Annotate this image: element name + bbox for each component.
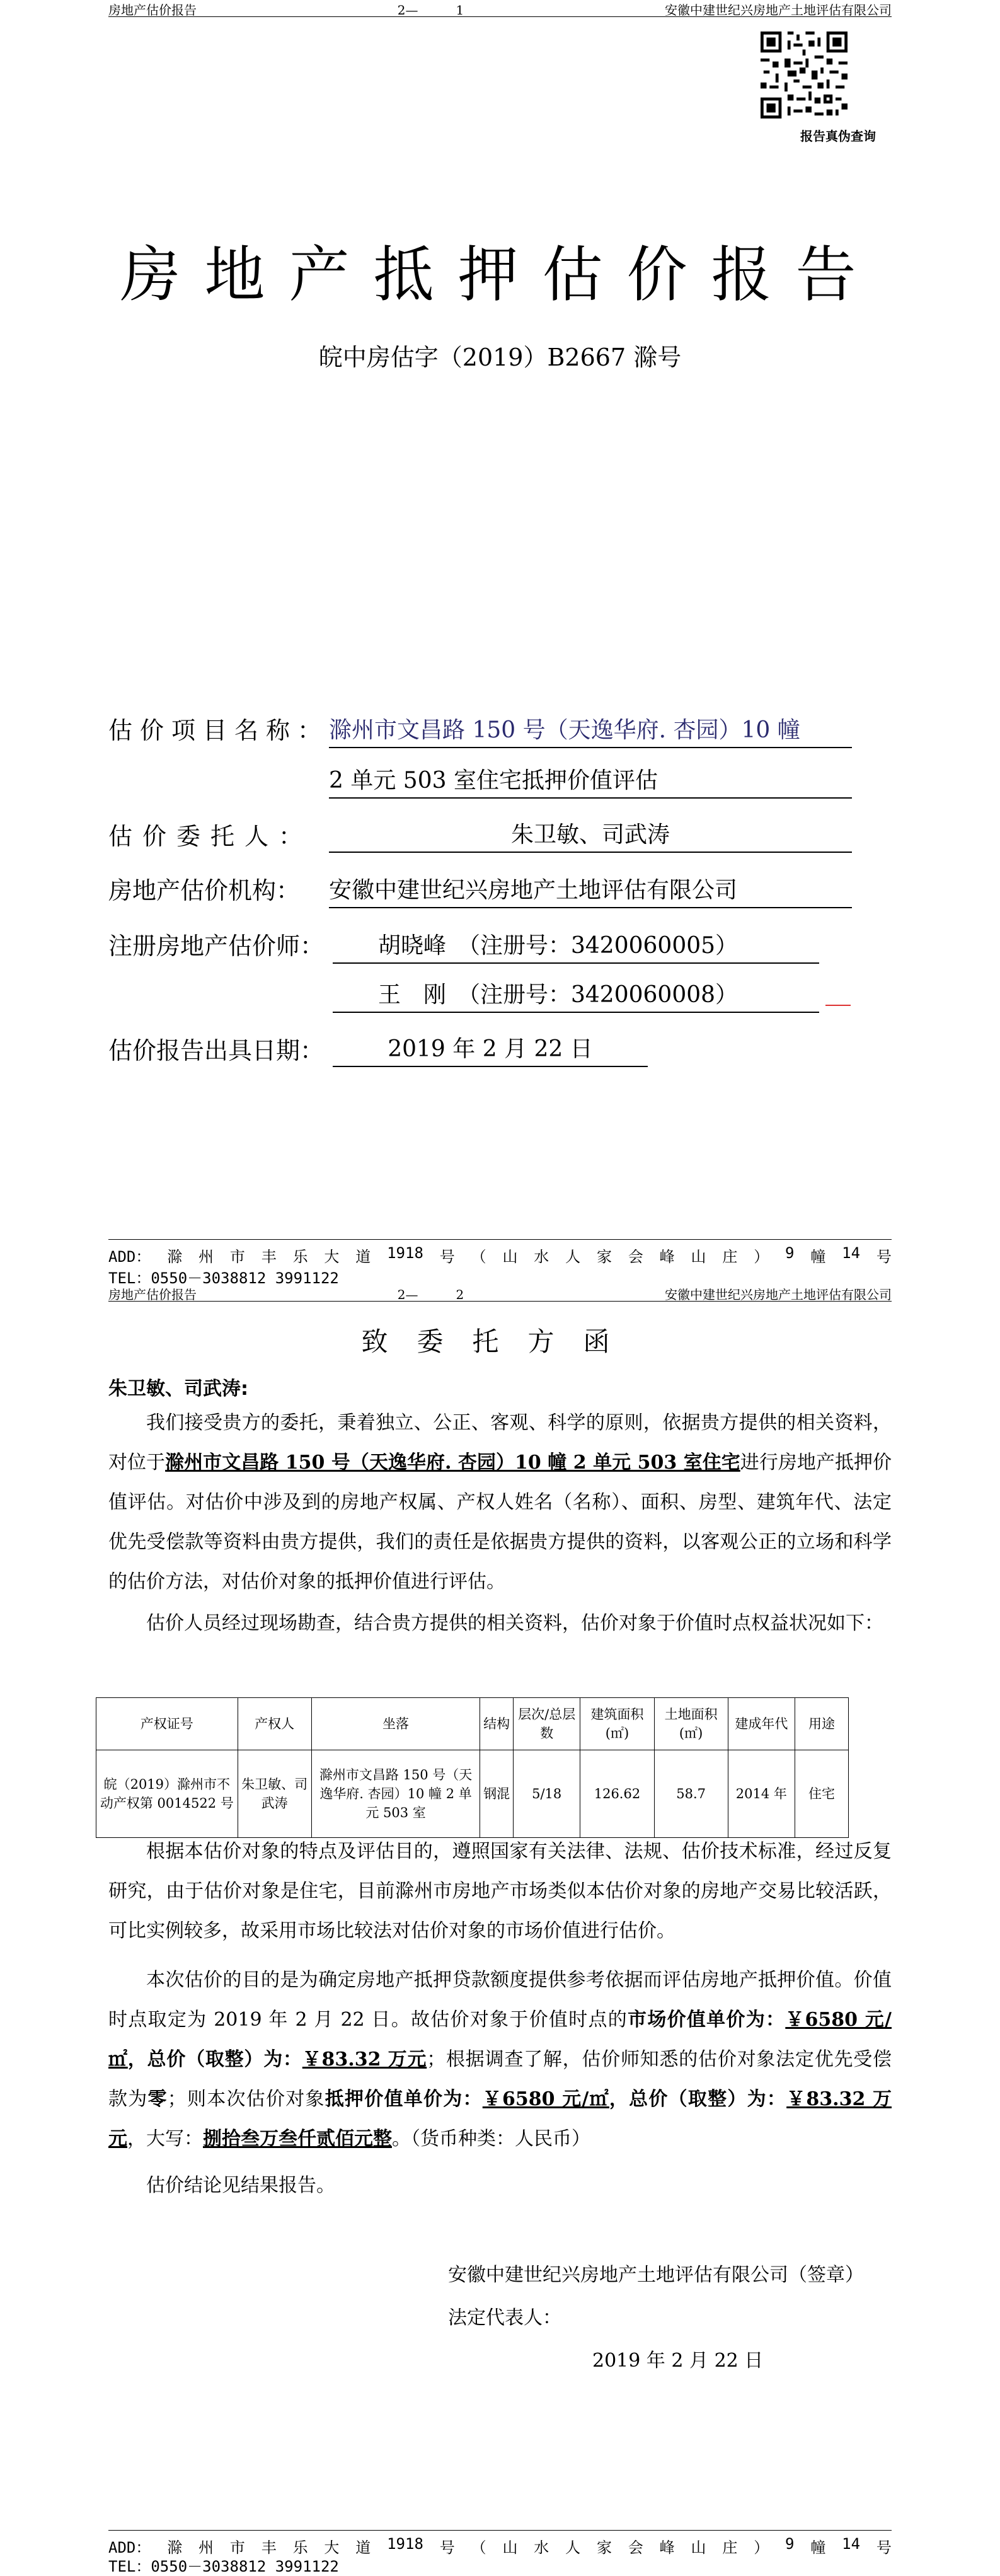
property-table [96, 1697, 849, 1838]
qr-code[interactable] [761, 32, 848, 121]
p4-text-i: 。（货币种类：人民币） [392, 2128, 590, 2150]
table-cell: 皖（2019）滁州市不动产权第 0014522 号 [96, 1750, 238, 1838]
addr-part: 人 [565, 1248, 581, 1266]
table-cell: 58.7 [654, 1750, 728, 1838]
client-label: 估价委托人： [108, 823, 313, 850]
addr-part: 滁 [167, 2539, 183, 2556]
amount-in-words: 捌拾叁万叁仟贰佰元整 [203, 2128, 392, 2150]
appraiser-2: 王 刚 （注册号：3420060008） [333, 977, 819, 1013]
header-left: 房地产估价报告 [108, 3, 197, 18]
paragraph-5: 估价结论见结果报告。 [146, 2175, 335, 2197]
mortgage-total-label: ，总价（取整）为： [609, 2088, 787, 2110]
addr-part: 山 [691, 1248, 706, 1266]
project-value-line1: 滁州市文昌路 150 号（天逸华府. 杏园）10 幢 [329, 712, 852, 748]
addr-part: 道 [355, 1248, 371, 1266]
report-title: 房地产抵押估价报告 [120, 240, 880, 310]
addr-part: （ [471, 1248, 486, 1266]
addr-part: 市 [229, 2539, 245, 2556]
addr-part: 水 [534, 2539, 549, 2556]
signature-company: 安徽中建世纪兴房地产土地评估有限公司（签章） [448, 2264, 864, 2286]
addr-part: 号 [439, 2539, 455, 2556]
appraiser-label: 注册房地产估价师： [108, 932, 325, 960]
table-header: 建筑面积(㎡) [580, 1698, 654, 1750]
addr-part: 乐 [292, 2539, 308, 2556]
header-rule [108, 1301, 892, 1302]
agency-label: 房地产估价机构： [108, 877, 301, 904]
header-right: 安徽中建世纪兴房地产土地评估有限公司 [664, 1287, 892, 1302]
addr-part: 幢 [810, 2539, 826, 2556]
addr-part: 乐 [292, 1248, 308, 1266]
addr-part: 人 [565, 2539, 581, 2556]
addr-part: 大 [324, 2539, 340, 2556]
p4-text-c: ；根据调查了解，估价师知悉的估价对象法定优先受偿款为 [108, 2048, 892, 2110]
addr-part: 丰 [261, 2539, 277, 2556]
p4-text-a: 本次估价的目的是为确定房地产抵押贷款额度提供参考依据而评估房地产抵押价值。价值时点取定为 2019 年 2 月 22 日。故估价对象于价值时点的 [108, 1969, 892, 2031]
addr-part: 1918 [387, 2535, 423, 2553]
page2-footer-tel: TEL：0550－3038812 3991122 [108, 2558, 339, 2575]
addr-part: 会 [628, 2539, 643, 2556]
addr-part: 道 [355, 2539, 371, 2556]
letter-title: 致委托方函 [361, 1326, 639, 1357]
addr-part: 幢 [810, 1248, 826, 1266]
addr-part: 市 [229, 1248, 245, 1266]
addr-part: 号 [876, 1248, 892, 1266]
header-right: 安徽中建世纪兴房地产土地评估有限公司 [664, 3, 892, 18]
project-label: 估价项目名称： [108, 717, 330, 744]
market-unit-label: 市场价值单价为： [628, 2009, 786, 2031]
addr-part: 水 [534, 1248, 549, 1266]
addr-part: ） [754, 1248, 769, 1266]
date-value: 2019 年 2 月 22 日 [333, 1031, 648, 1067]
table-cell: 朱卫敏、司武涛 [238, 1750, 311, 1838]
addr-part: （ [471, 2539, 486, 2556]
footer-rule [108, 1239, 892, 1240]
addr-part: 14 [842, 1244, 861, 1262]
footer-rule [108, 2530, 892, 2531]
table-header: 土地面积(㎡) [654, 1698, 728, 1750]
page2-header [108, 1285, 892, 1303]
mortgage-unit-label: 抵押价值单价为： [325, 2088, 483, 2110]
table-header: 建成年代 [728, 1698, 795, 1750]
agency-value: 安徽中建世纪兴房地产土地评估有限公司 [329, 872, 852, 908]
addr-part: 1918 [387, 1244, 423, 1262]
addr-part: 号 [439, 1248, 455, 1266]
addr-part: ） [754, 2539, 769, 2556]
red-mark [825, 1005, 851, 1006]
client-value: 朱卫敏、司武涛 [329, 817, 852, 853]
addr-part: 滁 [167, 1248, 183, 1266]
addr-part: 丰 [261, 1248, 277, 1266]
addr-part: ADD： [108, 2539, 151, 2556]
addr-part: 大 [324, 1248, 340, 1266]
header-page-number: 2— 1 [397, 3, 464, 18]
qr-caption: 报告真伪查询 [800, 129, 876, 144]
addr-part: 山 [691, 2539, 706, 2556]
table-cell: 滁州市文昌路 150 号（天逸华府. 杏园）10 幢 2 单元 503 室 [311, 1750, 480, 1838]
paragraph-3: 根据本估价对象的特点及评估目的，遵照国家有关法律、法规、估价技术标准，经过反复研究，由于估价对象是住宅，目前滁州市房地产市场类似本估价对象的房地产交易比较活跃，可比实例较多，故采用市场比较法对估价对象的市场价值进行估价。 [108, 1840, 892, 1942]
addr-part: 山 [502, 2539, 518, 2556]
signature-date: 2019 年 2 月 22 日 [592, 2350, 764, 2372]
market-total-label: ，总价（取整）为： [127, 2048, 302, 2071]
addr-part: 庄 [722, 1248, 738, 1266]
mortgage-total-price: ￥83.32 万元 [108, 2088, 892, 2150]
addr-part: 家 [596, 1248, 612, 1266]
addr-part: 山 [502, 1248, 518, 1266]
addr-part: 州 [198, 2539, 214, 2556]
market-total-price: ￥83.32 万元 [302, 2048, 427, 2071]
mortgage-unit-price: ￥6580 元/㎡ [482, 2088, 609, 2110]
table-cell: 钢混 [480, 1750, 514, 1838]
table-row [96, 1750, 849, 1838]
property-address: 滁州市文昌路 150 号（天逸华府. 杏园）10 幢 2 单元 503 室住宅 [165, 1452, 740, 1474]
table-header-row [96, 1698, 849, 1750]
addr-part: 9 [785, 2535, 795, 2553]
addr-part: 峰 [659, 1248, 675, 1266]
addr-part: 家 [596, 2539, 612, 2556]
header-rule [108, 16, 892, 17]
market-unit-price: ￥6580 元/㎡ [108, 2009, 892, 2071]
letter-salutation: 朱卫敏、司武涛: [108, 1378, 248, 1400]
appraiser-1: 胡晓峰 （注册号：3420060005） [333, 928, 819, 964]
addr-part: 州 [198, 1248, 214, 1266]
p1-text-b: 进行房地产抵押价值评估。对估价中涉及到的房地产权属、产权人姓名（名称）、面积、房型、建筑年代、法定优先受偿款等资料由贵方提供，我们的责任是依据贵方提供的资料，以客观公正的立场和科学的估价方法，对估价对象的抵押价值进行评估。 [108, 1452, 892, 1593]
addr-part: 庄 [722, 2539, 738, 2556]
qr-code-icon [761, 32, 848, 118]
addr-part: 号 [876, 2539, 892, 2556]
report-number: 皖中房估字（2019）B2667 滁号 [318, 344, 682, 371]
table-cell: 5/18 [514, 1750, 580, 1838]
date-label: 估价报告出具日期： [108, 1037, 325, 1065]
addr-part: 9 [785, 1244, 795, 1262]
addr-part: ADD： [108, 1248, 151, 1266]
p4-text-e: ；则本次估价对象 [167, 2088, 325, 2110]
table-header: 用途 [795, 1698, 849, 1750]
priority-amount: 零 [147, 2088, 168, 2110]
p1-text-a: 我们接受贵方的委托，秉着独立、公正、客观、科学的原则，依据贵方提供的相关资料，对位于 [108, 1412, 892, 1474]
project-value-line2: 2 单元 503 室住宅抵押价值评估 [329, 763, 852, 799]
p4-text-g: ，大写： [127, 2128, 203, 2150]
table-header: 结构 [480, 1698, 514, 1750]
paragraph-2: 估价人员经过现场勘查，结合贵方提供的相关资料，估价对象于价值时点权益状况如下： [146, 1612, 883, 1634]
header-page-number: 2— 2 [397, 1287, 464, 1302]
table-cell: 126.62 [580, 1750, 654, 1838]
addr-part: 会 [628, 1248, 643, 1266]
header-left: 房地产估价报告 [108, 1287, 197, 1302]
page1-footer-address [108, 1244, 892, 1266]
table-cell: 2014 年 [728, 1750, 795, 1838]
page1-footer-tel: TEL：0550－3038812 3991122 [108, 1269, 339, 1287]
paragraph-4 [108, 1960, 892, 2159]
page1-header [108, 0, 892, 18]
addr-part: 14 [842, 2535, 861, 2553]
table-header: 产权证号 [96, 1698, 238, 1750]
paragraph-1 [108, 1403, 892, 1602]
signature-representative: 法定代表人： [448, 2307, 561, 2329]
addr-part: 峰 [659, 2539, 675, 2556]
table-header: 层次/总层数 [514, 1698, 580, 1750]
table-header: 坐落 [311, 1698, 480, 1750]
table-cell: 住宅 [795, 1750, 849, 1838]
table-header: 产权人 [238, 1698, 311, 1750]
